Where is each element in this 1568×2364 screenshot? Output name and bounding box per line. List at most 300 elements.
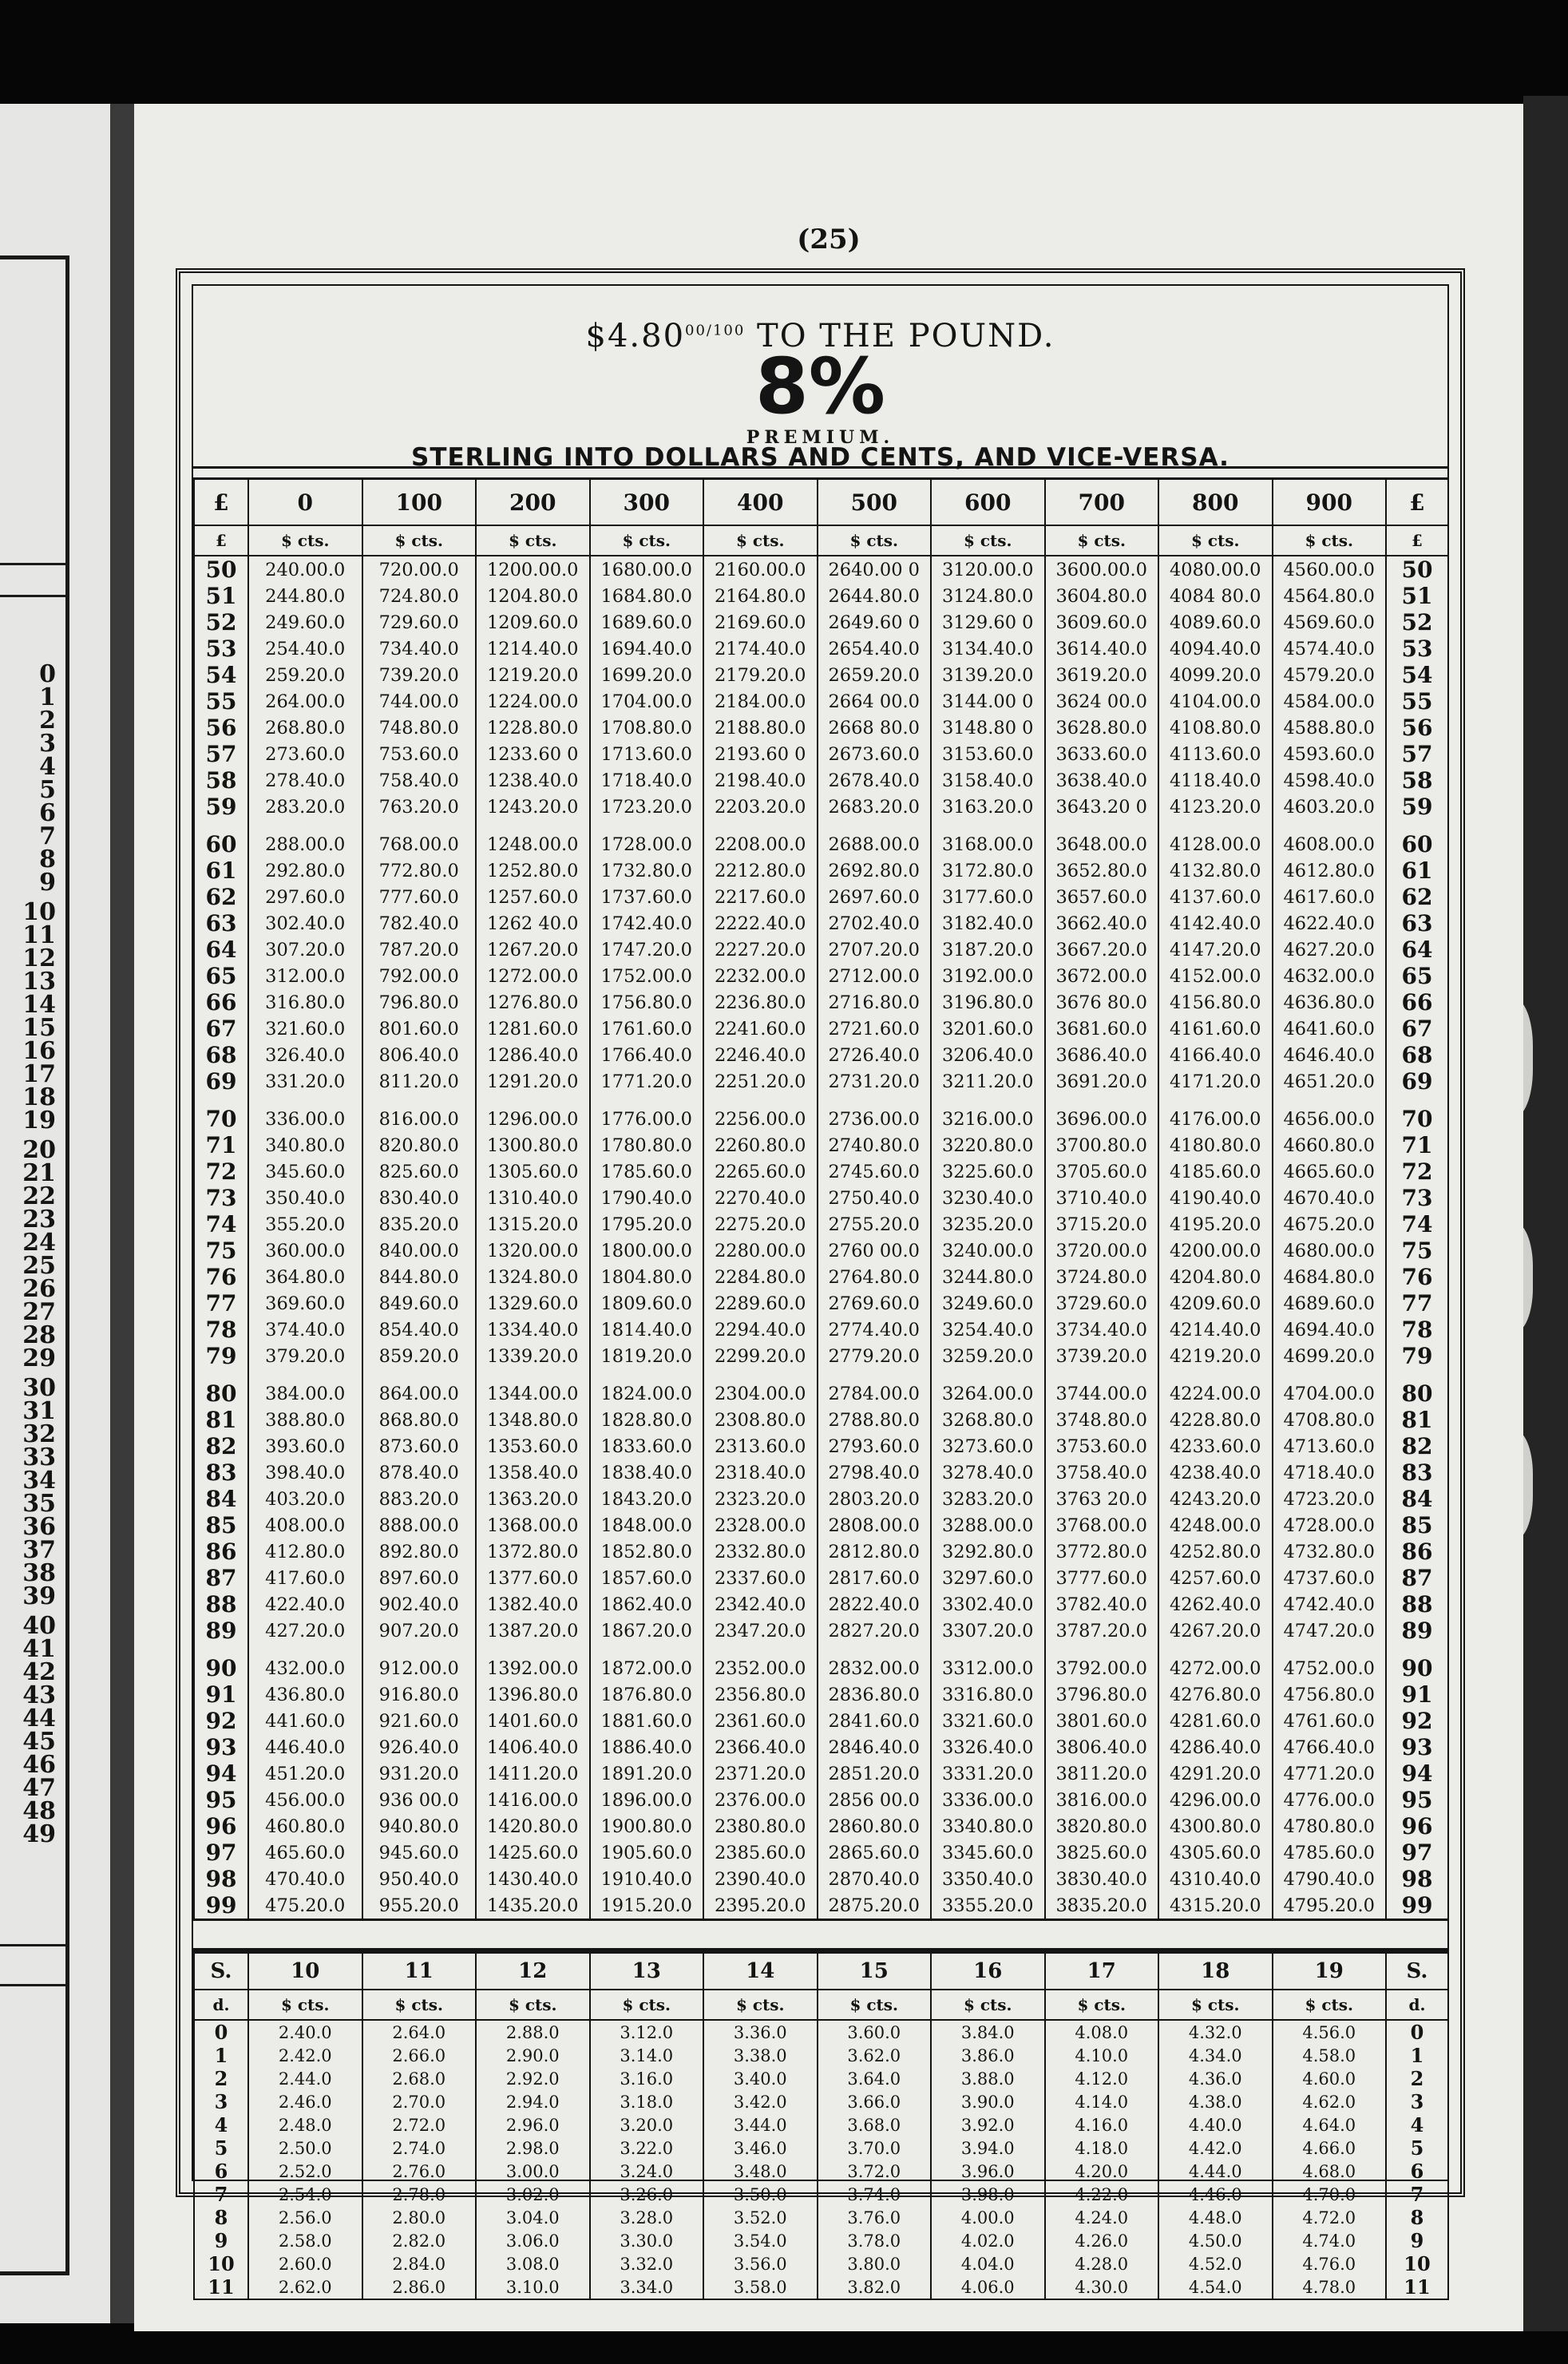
gap-cell [931,1369,1045,1380]
value-cell: 2721.60.0 [818,1016,932,1042]
value-cell: 3187.20.0 [931,936,1045,963]
previous-page-number: 11 [22,921,56,949]
value-cell: 4300.80.0 [1158,1813,1273,1839]
table-row [194,936,1448,963]
row-key-right: 93 [1386,1734,1448,1760]
previous-page-number: 10 [22,898,56,926]
row-key-left: 8 [194,2206,248,2229]
value-cell: 2.94.0 [476,2090,590,2113]
page-number: (25) [797,224,861,255]
value-cell: 4.02.0 [931,2229,1045,2252]
value-cell: 1396.80.0 [476,1681,590,1708]
book-spine [110,104,134,2323]
value-cell: 3.72.0 [818,2160,932,2183]
value-cell: 3268.80.0 [931,1407,1045,1433]
value-cell: 4.00.0 [931,2206,1045,2229]
row-key-left: 0 [194,2020,248,2044]
value-cell: 3206.40.0 [931,1042,1045,1068]
value-cell: 1910.40.0 [590,1866,704,1892]
value-cell: 4152.00.0 [1158,963,1273,989]
value-cell: 820.80.0 [362,1132,477,1158]
previous-page-number: 36 [22,1513,56,1541]
value-cell: 2236.80.0 [703,989,818,1016]
value-cell: 4267.20.0 [1158,1618,1273,1644]
value-cell: 2755.20.0 [818,1211,932,1237]
value-cell: 3816.00.0 [1045,1787,1159,1813]
value-cell: 3782.40.0 [1045,1591,1159,1618]
value-cell: 4785.60.0 [1273,1839,1387,1866]
value-cell: 3.24.0 [590,2160,704,2183]
value-cell: 1723.20.0 [590,794,704,820]
value-cell: 441.60.0 [248,1708,362,1734]
previous-page-number: 44 [22,1705,56,1732]
shillings-table [193,1950,1449,2300]
row-key-right: 90 [1386,1655,1448,1681]
value-cell: 4.66.0 [1273,2136,1387,2160]
value-cell: 2764.80.0 [818,1264,932,1290]
value-cell: 868.80.0 [362,1407,477,1433]
value-cell: 4704.00.0 [1273,1380,1387,1407]
table-row [194,1538,1448,1565]
pence-subcorner-right: d. [1386,1990,1448,2020]
value-cell: 4.62.0 [1273,2090,1387,2113]
gap-cell [476,820,590,831]
value-cell: 792.00.0 [362,963,477,989]
table-row [194,2090,1448,2113]
value-cell: 3288.00.0 [931,1512,1045,1538]
header-rule [193,466,1447,469]
row-key-left: 58 [194,767,248,794]
value-cell: 3763 20.0 [1045,1486,1159,1512]
row-key-left: 71 [194,1132,248,1158]
table-row [194,1158,1448,1185]
pound-corner-left: £ [194,479,248,526]
value-cell: 4.60.0 [1273,2067,1387,2090]
row-key-left: 67 [194,1016,248,1042]
value-cell: 3158.40.0 [931,767,1045,794]
value-cell: 3700.80.0 [1045,1132,1159,1158]
value-cell: 4204.80.0 [1158,1264,1273,1290]
value-cell: 1756.80.0 [590,989,704,1016]
value-cell: 240.00.0 [248,556,362,583]
value-cell: 4.42.0 [1158,2136,1273,2160]
pounds-table [193,477,1449,1921]
value-cell: 1795.20.0 [590,1211,704,1237]
value-cell: 283.20.0 [248,794,362,820]
value-cell: 3614.40.0 [1045,636,1159,662]
value-cell: 1771.20.0 [590,1068,704,1095]
value-cell: 2683.20.0 [818,794,932,820]
value-cell: 4310.40.0 [1158,1866,1273,1892]
gap-cell [931,1644,1045,1655]
value-cell: 4276.80.0 [1158,1681,1273,1708]
value-cell: 4776.00.0 [1273,1787,1387,1813]
value-cell: 1435.20.0 [476,1892,590,1920]
value-cell: 2260.80.0 [703,1132,818,1158]
value-cell: 4156.80.0 [1158,989,1273,1016]
previous-page-number: 2 [39,707,56,735]
value-cell: 1900.80.0 [590,1813,704,1839]
value-cell: 2.42.0 [248,2044,362,2067]
previous-page-number: 32 [22,1420,56,1448]
value-cell: 4574.40.0 [1273,636,1387,662]
row-key-left: 92 [194,1708,248,1734]
gap-cell [248,1095,362,1106]
value-cell: 2.74.0 [362,2136,477,2160]
value-cell: 273.60.0 [248,741,362,767]
row-key-right: 55 [1386,688,1448,715]
value-cell: 331.20.0 [248,1068,362,1095]
value-cell: 883.20.0 [362,1486,477,1512]
row-key-left: 80 [194,1380,248,1407]
value-cell: 408.00.0 [248,1512,362,1538]
value-cell: 926.40.0 [362,1734,477,1760]
value-cell: 4.34.0 [1158,2044,1273,2067]
value-cell: 3.64.0 [818,2067,932,2090]
value-cell: 4180.80.0 [1158,1132,1273,1158]
value-cell: 4689.60.0 [1273,1290,1387,1317]
table-row [194,1106,1448,1132]
value-cell: 2280.00.0 [703,1237,818,1264]
value-cell: 4560.00.0 [1273,556,1387,583]
value-cell: 2808.00.0 [818,1512,932,1538]
table-row [194,556,1448,583]
value-cell: 4756.80.0 [1273,1681,1387,1708]
previous-page-number: 27 [22,1298,56,1326]
value-cell: 3734.40.0 [1045,1317,1159,1343]
row-key-right: 59 [1386,794,1448,820]
value-cell: 2851.20.0 [818,1760,932,1787]
gap-cell [818,1095,932,1106]
value-cell: 1348.80.0 [476,1407,590,1433]
value-cell: 3.34.0 [590,2275,704,2299]
value-cell: 2376.00.0 [703,1787,818,1813]
value-cell: 892.80.0 [362,1538,477,1565]
value-cell: 4.44.0 [1158,2160,1273,2183]
value-cell: 936 00.0 [362,1787,477,1813]
value-cell: 3.10.0 [476,2275,590,2299]
value-cell: 1828.80.0 [590,1407,704,1433]
value-cell: 3691.20.0 [1045,1068,1159,1095]
table-row [194,688,1448,715]
value-cell: 2640.00 0 [818,556,932,583]
value-cell: 3249.60.0 [931,1290,1045,1317]
table-row [194,2183,1448,2206]
value-cell: 931.20.0 [362,1760,477,1787]
gap-cell [476,1644,590,1655]
previous-page-number: 5 [39,776,56,804]
value-cell: 3273.60.0 [931,1433,1045,1459]
value-cell: 1857.60.0 [590,1565,704,1591]
value-cell: 955.20.0 [362,1892,477,1920]
value-cell: 1329.60.0 [476,1290,590,1317]
row-key-left: 57 [194,741,248,767]
row-key-right: 53 [1386,636,1448,662]
value-cell: 4281.60.0 [1158,1708,1273,1734]
unit-label: $ cts. [931,525,1045,556]
column-header: 18 [1158,1952,1273,1990]
gap-cell [194,1369,248,1380]
value-cell: 417.60.0 [248,1565,362,1591]
value-cell: 3.96.0 [931,2160,1045,2183]
column-header: 400 [703,479,818,526]
row-key-right: 4 [1386,2113,1448,2136]
value-cell: 312.00.0 [248,963,362,989]
value-cell: 2.98.0 [476,2136,590,2160]
value-cell: 1704.00.0 [590,688,704,715]
value-cell: 364.80.0 [248,1264,362,1290]
value-cell: 2275.20.0 [703,1211,818,1237]
unit-label: $ cts. [248,525,362,556]
value-cell: 3.74.0 [818,2183,932,2206]
value-cell: 3628.80.0 [1045,715,1159,741]
value-cell: 4.32.0 [1158,2020,1273,2044]
value-cell: 2712.00.0 [818,963,932,989]
value-cell: 3.12.0 [590,2020,704,2044]
value-cell: 321.60.0 [248,1016,362,1042]
value-cell: 4761.60.0 [1273,1708,1387,1734]
pound-subcorner-left: £ [194,525,248,556]
gap-cell [818,820,932,831]
previous-page-number: 21 [22,1159,56,1187]
table-row [194,609,1448,636]
value-cell: 811.20.0 [362,1068,477,1095]
value-cell: 4737.60.0 [1273,1565,1387,1591]
shilling-corner-right: S. [1386,1952,1448,1990]
value-cell: 3124.80.0 [931,583,1045,609]
row-key-left: 93 [194,1734,248,1760]
value-cell: 2769.60.0 [818,1290,932,1317]
value-cell: 4.70.0 [1273,2183,1387,2206]
value-cell: 446.40.0 [248,1734,362,1760]
row-key-right: 99 [1386,1892,1448,1920]
table-subtitle: STERLING INTO DOLLARS AND CENTS, AND VICE-VERSA. [411,443,1229,472]
value-cell: 3811.20.0 [1045,1760,1159,1787]
value-cell: 2.62.0 [248,2275,362,2299]
value-cell: 3835.20.0 [1045,1892,1159,1920]
value-cell: 3220.80.0 [931,1132,1045,1158]
row-key-left: 54 [194,662,248,688]
value-cell: 470.40.0 [248,1866,362,1892]
value-cell: 4108.80.0 [1158,715,1273,741]
value-cell: 2203.20.0 [703,794,818,820]
value-cell: 2.52.0 [248,2160,362,2183]
row-key-left: 85 [194,1512,248,1538]
value-cell: 4243.20.0 [1158,1486,1273,1512]
value-cell: 2169.60.0 [703,609,818,636]
value-cell: 4137.60.0 [1158,884,1273,910]
value-cell: 3830.40.0 [1045,1866,1159,1892]
row-key-right: 92 [1386,1708,1448,1734]
table-separator [193,1921,1447,1950]
value-cell: 950.40.0 [362,1866,477,1892]
row-key-right: 83 [1386,1459,1448,1486]
row-key-right: 64 [1386,936,1448,963]
value-cell: 844.80.0 [362,1264,477,1290]
gap-cell [1386,820,1448,831]
column-header: 700 [1045,479,1159,526]
value-cell: 1257.60.0 [476,884,590,910]
value-cell: 2284.80.0 [703,1264,818,1290]
unit-label: $ cts. [931,1990,1045,2020]
previous-page-number: 26 [22,1275,56,1303]
row-key-left: 96 [194,1813,248,1839]
value-cell: 2289.60.0 [703,1290,818,1317]
value-cell: 2846.40.0 [818,1734,932,1760]
value-cell: 3772.80.0 [1045,1538,1159,1565]
value-cell: 2740.80.0 [818,1132,932,1158]
value-cell: 4.14.0 [1045,2090,1159,2113]
previous-page-number: 9 [39,869,56,897]
row-key-left: 73 [194,1185,248,1211]
column-header: 13 [590,1952,704,1990]
value-cell: 912.00.0 [362,1655,477,1681]
value-cell: 4219.20.0 [1158,1343,1273,1369]
value-cell: 3.70.0 [818,2136,932,2160]
value-cell: 3600.00.0 [1045,556,1159,583]
value-cell: 2.78.0 [362,2183,477,2206]
value-cell: 4.30.0 [1045,2275,1159,2299]
value-cell: 940.80.0 [362,1813,477,1839]
row-key-right: 9 [1386,2229,1448,2252]
row-key-left: 11 [194,2275,248,2299]
value-cell: 2193.60 0 [703,741,818,767]
value-cell: 2.86.0 [362,2275,477,2299]
value-cell: 2212.80.0 [703,857,818,884]
value-cell: 2308.80.0 [703,1407,818,1433]
value-cell: 4233.60.0 [1158,1433,1273,1459]
gap-cell [1045,1644,1159,1655]
gap-cell [1158,1095,1273,1106]
value-cell: 384.00.0 [248,1380,362,1407]
value-cell: 4286.40.0 [1158,1734,1273,1760]
gap-cell [931,1095,1045,1106]
table-row [194,1565,1448,1591]
value-cell: 4713.60.0 [1273,1433,1387,1459]
value-cell: 724.80.0 [362,583,477,609]
table-row [194,1068,1448,1095]
row-key-left: 52 [194,609,248,636]
table-row [194,2136,1448,2160]
value-cell: 2726.40.0 [818,1042,932,1068]
value-cell: 2745.60.0 [818,1158,932,1185]
value-cell: 4747.20.0 [1273,1618,1387,1644]
value-cell: 3316.80.0 [931,1681,1045,1708]
value-cell: 888.00.0 [362,1512,477,1538]
value-cell: 1334.40.0 [476,1317,590,1343]
value-cell: 1209.60.0 [476,609,590,636]
column-header: 14 [703,1952,818,1990]
value-cell: 1689.60.0 [590,609,704,636]
column-header: 15 [818,1952,932,1990]
column-header: 800 [1158,479,1273,526]
value-cell: 3153.60.0 [931,741,1045,767]
value-cell: 3.92.0 [931,2113,1045,2136]
value-cell: 4252.80.0 [1158,1538,1273,1565]
value-cell: 4113.60.0 [1158,741,1273,767]
value-cell: 3643.20 0 [1045,794,1159,820]
value-cell: 2.58.0 [248,2229,362,2252]
value-cell: 398.40.0 [248,1459,362,1486]
previous-page-number: 47 [22,1774,56,1802]
value-cell: 3.18.0 [590,2090,704,2113]
value-cell: 475.20.0 [248,1892,362,1920]
value-cell: 2160.00.0 [703,556,818,583]
value-cell: 1891.20.0 [590,1760,704,1787]
value-cell: 3.02.0 [476,2183,590,2206]
value-cell: 3672.00.0 [1045,963,1159,989]
row-key-right: 11 [1386,2275,1448,2299]
previous-page-number: 43 [22,1681,56,1709]
value-cell: 854.40.0 [362,1317,477,1343]
value-cell: 1310.40.0 [476,1185,590,1211]
value-cell: 4272.00.0 [1158,1655,1273,1681]
value-cell: 4.68.0 [1273,2160,1387,2183]
table-row [194,767,1448,794]
value-cell: 3.76.0 [818,2206,932,2229]
value-cell: 4166.40.0 [1158,1042,1273,1068]
value-cell: 3.40.0 [703,2067,818,2090]
value-cell: 4656.00.0 [1273,1106,1387,1132]
value-cell: 3225.60.0 [931,1158,1045,1185]
value-cell: 4.12.0 [1045,2067,1159,2090]
value-cell: 3307.20.0 [931,1618,1045,1644]
value-cell: 4214.40.0 [1158,1317,1273,1343]
row-key-left: 74 [194,1211,248,1237]
gap-cell [362,1369,477,1380]
value-cell: 374.40.0 [248,1317,362,1343]
gap-cell [590,820,704,831]
value-cell: 3.26.0 [590,2183,704,2206]
value-cell: 2198.40.0 [703,767,818,794]
value-cell: 2371.20.0 [703,1760,818,1787]
gap-cell [1273,1369,1387,1380]
row-key-right: 66 [1386,989,1448,1016]
value-cell: 734.40.0 [362,636,477,662]
value-cell: 3302.40.0 [931,1591,1045,1618]
column-header: 16 [931,1952,1045,1990]
pence-subcorner-left: d. [194,1990,248,2020]
previous-page-number: 40 [22,1612,56,1640]
value-cell: 2668 80.0 [818,715,932,741]
value-cell: 1790.40.0 [590,1185,704,1211]
previous-page-edge [0,104,110,2323]
value-cell: 3.48.0 [703,2160,818,2183]
value-cell: 3748.80.0 [1045,1407,1159,1433]
value-cell: 254.40.0 [248,636,362,662]
value-cell: 729.60.0 [362,609,477,636]
value-cell: 2299.20.0 [703,1343,818,1369]
row-key-right: 95 [1386,1787,1448,1813]
value-cell: 1732.80.0 [590,857,704,884]
value-cell: 1766.40.0 [590,1042,704,1068]
previous-page-number: 8 [39,845,56,873]
row-key-right: 68 [1386,1042,1448,1068]
value-cell: 1843.20.0 [590,1486,704,1512]
value-cell: 3801.60.0 [1045,1708,1159,1734]
previous-page-number: 13 [22,968,56,996]
pound-corner-right: £ [1386,479,1448,526]
value-cell: 4579.20.0 [1273,662,1387,688]
gap-cell [1158,1369,1273,1380]
value-cell: 3.42.0 [703,2090,818,2113]
value-cell: 3.22.0 [590,2136,704,2160]
previous-page-number: 45 [22,1728,56,1756]
value-cell: 1420.80.0 [476,1813,590,1839]
unit-label: $ cts. [1045,525,1159,556]
column-header: 11 [362,1952,477,1990]
value-cell: 777.60.0 [362,884,477,910]
